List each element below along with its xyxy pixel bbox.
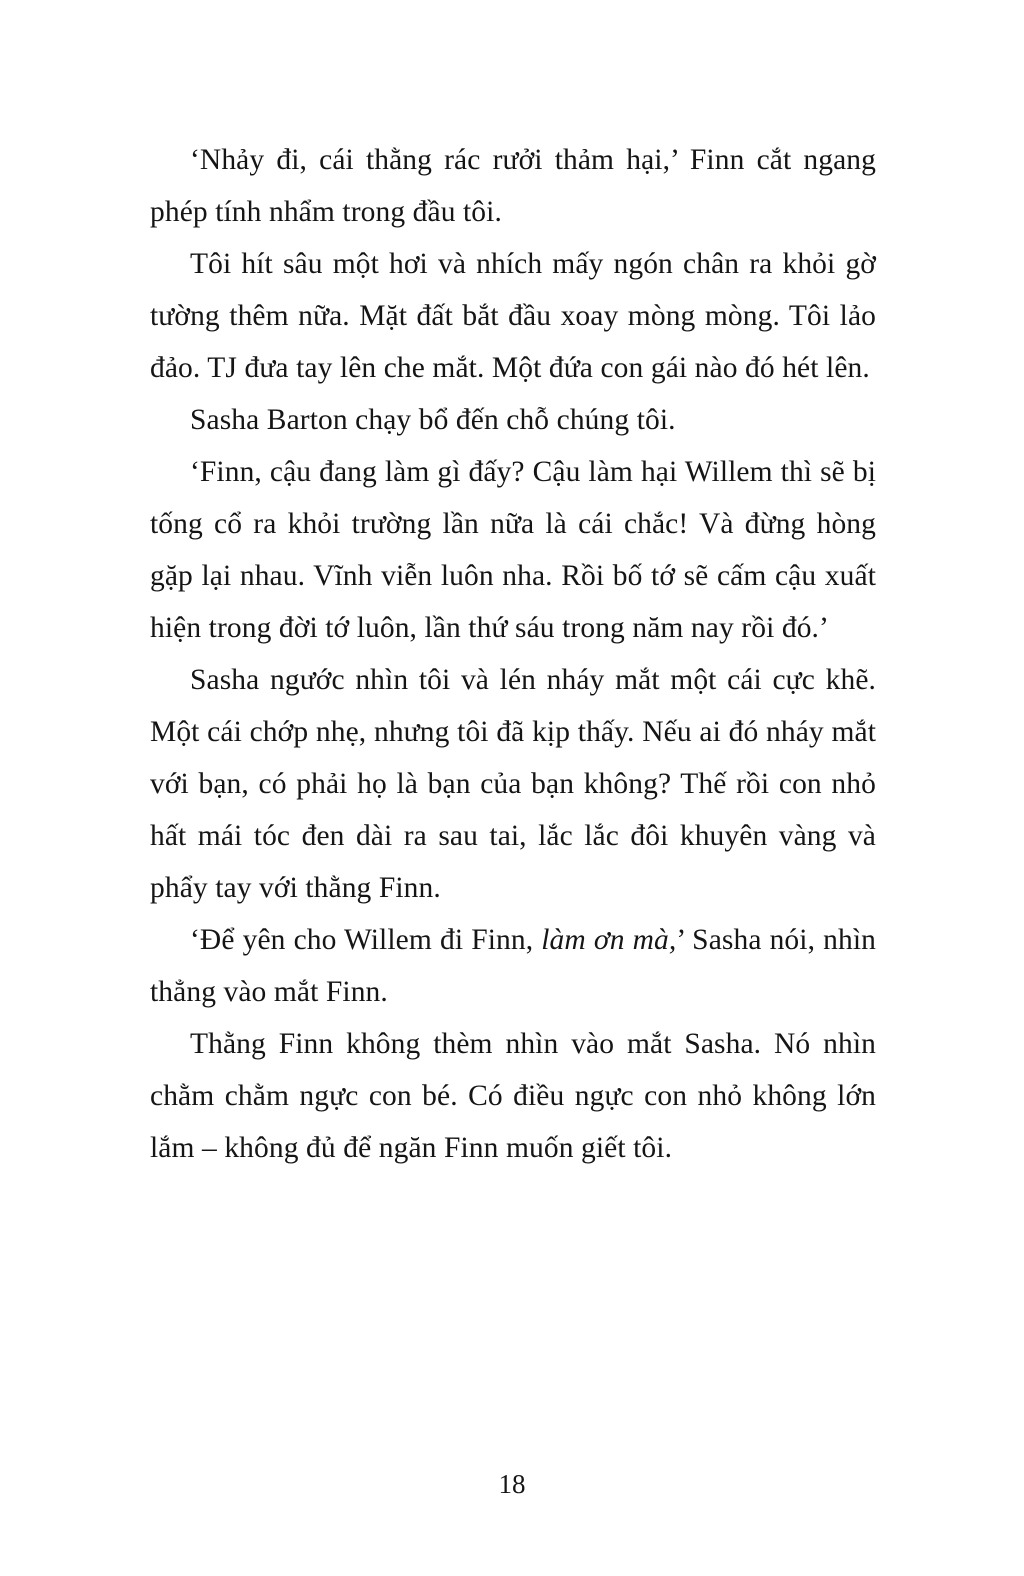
body-text: ‘Nhảy đi, cái thằng rác rưởi thảm hại,’ Finn cắt ngang phép tính nhẩm trong đầu tôi. — [150, 144, 876, 228]
body-text: Sasha Barton chạy bổ đến chỗ chúng tôi. — [190, 404, 676, 436]
paragraph — [150, 1018, 876, 1174]
body-text: ’ Sasha nói, nhìn thẳng vào mắt Finn. — [150, 924, 876, 1008]
paragraph — [150, 654, 876, 914]
body-text: ‘Finn, cậu đang làm gì đấy? Cậu làm hại Willem thì sẽ bị tống cổ ra khỏi trường lần nữa là cái chắc! Và đừng hòng gặp lại nhau. Vĩnh viễn luôn nha. Rồi bố tớ sẽ cấm cậu xuất hiện trong đời tớ luôn, lần thứ sáu trong năm nay rồi đó.’ — [150, 456, 876, 644]
body-text: ‘Để yên cho Willem đi Finn, — [190, 924, 542, 956]
body-text: Sasha ngước nhìn tôi và lén nháy mắt một cái cực khẽ. Một cái chớp nhẹ, nhưng tôi đã kịp thấy. Nếu ai đó nháy mắt với bạn, có phải họ là bạn của bạn không? Thế rồi con nhỏ hất mái tóc đen dài ra sau tai, lắc lắc đôi khuyên vàng và phẩy tay với thằng Finn. — [150, 664, 876, 904]
body-text: Thằng Finn không thèm nhìn vào mắt Sasha. Nó nhìn chằm chằm ngực con bé. Có điều ngực con nhỏ không lớn lắm – không đủ để ngăn Finn muốn giết tôi. — [150, 1028, 876, 1164]
page-number: 18 — [498, 1469, 526, 1499]
body-text: Tôi hít sâu một hơi và nhích mấy ngón chân ra khỏi gờ tường thêm nữa. Mặt đất bắt đầu xoay mòng mòng. Tôi lảo đảo. TJ đưa tay lên che mắt. Một đứa con gái nào đó hét lên. — [150, 248, 876, 384]
text-block — [150, 134, 876, 1174]
paragraph — [150, 134, 876, 238]
paragraph — [150, 914, 876, 1018]
italic-text: làm ơn mà, — [541, 924, 677, 956]
paragraph — [150, 238, 876, 394]
paragraph — [150, 394, 876, 446]
paragraph — [150, 446, 876, 654]
